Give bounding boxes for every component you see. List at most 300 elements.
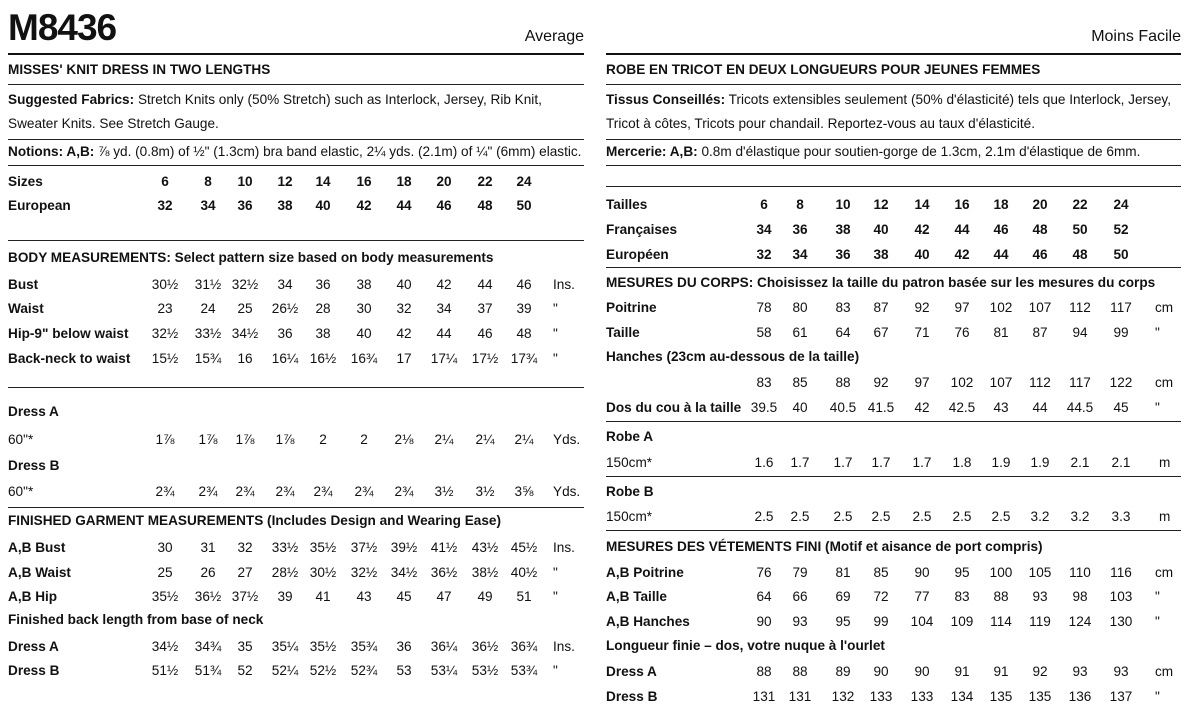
finished-row-value: 99 [873,614,889,629]
finished-row-unit: Ins. [553,540,575,555]
finished-row-value: 93 [792,614,808,629]
european-row-value: 42 [356,198,372,213]
finished-row-value: 90 [914,565,930,580]
finished-row-value: 109 [950,614,974,629]
finished-row-value: 45½ [510,540,538,555]
length-row-value: 36½ [471,639,499,654]
length-row-value: 51½ [151,663,179,678]
robe-a-yardage-value: 1.9 [1030,455,1050,470]
sizes-row-value: 24 [516,174,532,189]
divider [606,165,1181,166]
body-row-value: 112 [1069,300,1091,315]
finished-row-value: 83 [954,589,970,604]
body-row-value: 33½ [194,326,222,341]
length-row-value: 34½ [151,639,179,654]
finished-row-unit: " [1155,614,1160,629]
length-row-value: 89 [835,664,851,679]
length-row-value: 132 [831,689,855,704]
robe-b-label: Robe B [606,484,654,499]
robe-b-yardage-value: 2.5 [871,509,891,524]
size-row-value: 10 [835,197,851,212]
robe-a-yardage-value: 2.1 [1070,455,1090,470]
finished-row-value: 37½ [350,540,378,555]
sizes-row-value: 22 [477,174,493,189]
finished-row-value: 39 [277,589,293,604]
length-row-value: 35 [237,639,253,654]
divider [8,507,584,508]
back-length-heading: Longueur finie – dos, votre nuque à l'ourlet [606,638,885,653]
hip-row-value: 107 [989,375,1013,390]
size-row-value: 32 [756,247,772,262]
body-row-value: 48 [516,326,532,341]
body-row-value: 58 [756,325,772,340]
body-row-value: 40 [396,277,412,292]
length-row-value: 88 [756,664,772,679]
dress-a-yardage-value: 2⅛ [394,432,414,447]
length-row-value: 34¾ [194,639,222,654]
finished-row-value: 30½ [309,565,337,580]
sizes-row-value: 12 [277,174,293,189]
divider [8,84,584,85]
size-row-value: 40 [873,222,889,237]
body-row-value: 17 [396,351,412,366]
european-row-value: 40 [315,198,331,213]
finished-row-value: 38½ [471,565,499,580]
length-row-value: 133 [910,689,934,704]
body-row-value: 36 [277,326,293,341]
size-row-value: 16 [954,197,970,212]
hip-row-value: 88 [835,375,851,390]
length-row-value: 93 [1113,664,1129,679]
finished-row-value: 41½ [430,540,458,555]
robe-b-yardage-value: 2.5 [991,509,1011,524]
robe-a-yardage-value: 1.7 [912,455,932,470]
hip-heading: Hanches (23cm au-dessous de la taille) [606,349,860,364]
length-row-value: 52½ [309,663,337,678]
size-row-value: 12 [873,197,889,212]
robe-b-yardage-value: 2.5 [833,509,853,524]
body-row-value: 32½ [151,326,179,341]
body-row-value: 15¾ [194,351,222,366]
sizes-row-value: 8 [204,174,212,189]
body-row-unit: " [553,351,558,366]
finished-row-value: 43½ [471,540,499,555]
divider [8,53,584,55]
european-row-value: 36 [237,198,253,213]
dress-b-yardage-value: 3⅝ [514,484,534,499]
size-row-value: 38 [873,247,889,262]
length-row-value: 36¼ [430,639,458,654]
length-row-label: Dress A [606,664,657,679]
body-row-label: Bust [8,277,39,292]
robe-b-yardage-value: 3.2 [1030,509,1050,524]
body-row-value: 80 [792,300,808,315]
size-row-value: 6 [760,197,768,212]
finished-row-unit: " [1155,589,1160,604]
finished-row-value: 49 [477,589,493,604]
body-row-value: 42 [436,277,452,292]
body-row-value: 23 [157,301,173,316]
european-row-value: 38 [277,198,293,213]
length-row-value: 51¾ [194,663,222,678]
finished-row-value: 35½ [151,589,179,604]
length-row-value: 36 [396,639,412,654]
robe-a-yardage-value: 2.1 [1111,455,1131,470]
sizes-row-value: 14 [315,174,331,189]
body-row-value: 17½ [471,351,499,366]
back-row-value: 39.5 [750,400,778,415]
body-row-value: 78 [756,300,772,315]
suggested-fabrics [606,88,1176,136]
finished-row-value: 43 [356,589,372,604]
finished-row-label: A,B Hip [8,589,58,604]
notions-label: Mercerie: A,B: [606,144,698,159]
finished-row-label: A,B Taille [606,589,667,604]
size-row-value: 48 [1032,222,1048,237]
length-row-value: 53½ [471,663,499,678]
finished-row-value: 26 [200,565,216,580]
length-row-value: 53¼ [430,663,458,678]
divider [606,421,1181,422]
body-row-value: 17¾ [510,351,538,366]
length-row-label: Dress A [8,639,59,654]
dress-b-yardage-value: 2¾ [354,484,374,499]
size-row-label: Européen [606,247,669,262]
divider [8,240,584,241]
robe-a-yardage-value: 1.9 [991,455,1011,470]
body-row-unit: cm [1155,300,1174,315]
european-row-value: 50 [516,198,532,213]
robe-b-yardage-value: 2.5 [952,509,972,524]
size-row-value: 20 [1032,197,1048,212]
finished-row-label: A,B Bust [8,540,66,555]
finished-row-value: 47 [436,589,452,604]
length-row-value: 136 [1068,689,1092,704]
divider [606,84,1181,85]
hip-row-value: 85 [792,375,808,390]
body-measurements-heading: MESURES DU CORPS: Choisissez la taille du patron basée sur les mesures du corps [606,275,1156,290]
length-row-value: 35½ [309,639,337,654]
finished-row-value: 72 [873,589,889,604]
sizes-row-value: 16 [356,174,372,189]
section-title: ROBE EN TRICOT EN DEUX LONGUEURS POUR JEUNES FEMMES [606,62,1041,77]
body-row-value: 32½ [231,277,259,292]
body-row-value: 87 [1032,325,1048,340]
body-row-value: 107 [1028,300,1052,315]
hip-row-value: 92 [873,375,889,390]
notions [8,143,581,161]
dress-b-yardage-value: 3½ [475,484,495,499]
body-row-unit: Ins. [553,277,575,292]
body-row-value: 16¾ [350,351,378,366]
dress-b-label: Dress B [8,458,60,473]
body-row-value: 30½ [151,277,179,292]
divider [606,530,1181,531]
sizes-row-value: 18 [396,174,412,189]
difficulty-level: Moins Facile [1091,28,1181,45]
back-row-unit: " [1155,400,1160,415]
sizes-row-value: 20 [436,174,452,189]
length-row-unit: Ins. [553,639,575,654]
divider [606,267,1181,268]
length-row-value: 52 [237,663,253,678]
size-row-value: 18 [993,197,1009,212]
hip-row-value: 112 [1029,375,1051,390]
dress-a-yardage-value: 2 [360,432,368,447]
body-row-unit: " [553,326,558,341]
finished-row-value: 66 [792,589,808,604]
robe-a-yardage-value: 1.7 [871,455,891,470]
finished-row-value: 40½ [510,565,538,580]
body-row-value: 67 [873,325,889,340]
body-row-value: 46 [477,326,493,341]
size-row-value: 48 [1072,247,1088,262]
robe-b-yardage-value: 3.2 [1070,509,1090,524]
finished-row-value: 103 [1109,589,1133,604]
length-row-value: 93 [1072,664,1088,679]
size-row-value: 46 [1032,247,1048,262]
body-row-value: 46 [516,277,532,292]
size-row-value: 44 [993,247,1009,262]
length-row-value: 92 [1032,664,1048,679]
length-row-value: 36¾ [510,639,538,654]
back-row-value: 40.5 [829,400,857,415]
body-row-value: 71 [914,325,930,340]
length-row-value: 134 [950,689,974,704]
size-row-value: 44 [954,222,970,237]
body-row-value: 39 [516,301,532,316]
dress-b-yardage-value: 2¾ [155,484,175,499]
finished-row-value: 30 [157,540,173,555]
notions-text: ⅞ yd. (0.8m) of ½" (1.3cm) bra band elastic, 2¼ yds. (2.1m) of ¼" (6mm) elastic. [98,144,582,159]
dress-a-yardage-value: 1⅞ [155,432,175,447]
suggested-fabrics [8,88,578,136]
divider [606,476,1181,477]
finished-measurements-heading: FINISHED GARMENT MEASUREMENTS (Includes Design and Wearing Ease) [8,513,501,528]
body-row-value: 97 [954,300,970,315]
length-row-label: Dress B [606,689,658,704]
finished-row-label: A,B Hanches [606,614,690,629]
body-row-value: 83 [835,300,851,315]
european-row-value: 32 [157,198,173,213]
size-row-value: 34 [756,222,772,237]
robe-a-yardage-value: 1.8 [952,455,972,470]
body-row-value: 102 [989,300,1013,315]
divider [8,165,584,166]
length-row-value: 91 [954,664,970,679]
dress-b-yardage-value: 2¾ [394,484,414,499]
finished-row-value: 69 [835,589,851,604]
back-row-value: 42.5 [948,400,976,415]
european-row-value: 44 [396,198,412,213]
notions [606,143,1140,161]
body-row-value: 117 [1110,300,1132,315]
back-row-value: 45 [1113,400,1129,415]
finished-row-value: 79 [792,565,808,580]
robe-a-label: Robe A [606,429,654,444]
fabrics-label: Tissus Conseillés: [606,92,726,107]
finished-row-value: 95 [835,614,851,629]
finished-row-value: 77 [914,589,930,604]
finished-row-value: 85 [873,565,889,580]
length-row-label: Dress B [8,663,60,678]
body-row-label: Hip-9" below waist [8,326,129,341]
body-row-value: 64 [835,325,851,340]
body-row-value: 44 [477,277,493,292]
length-row-value: 35¼ [271,639,299,654]
finished-row-value: 124 [1068,614,1092,629]
body-row-value: 92 [914,300,930,315]
dress-b-yardage-value: 2¾ [275,484,295,499]
sizes-row-value: 10 [237,174,253,189]
finished-row-value: 114 [990,614,1012,629]
body-row-value: 99 [1113,325,1129,340]
body-row-value: 34 [277,277,293,292]
body-row-value: 87 [873,300,889,315]
european-row-value: 48 [477,198,493,213]
back-row-value: 44.5 [1066,400,1094,415]
body-row-value: 32 [396,301,412,316]
finished-row-value: 64 [756,589,772,604]
length-row-value: 90 [914,664,930,679]
dress-a-yardage-value: 1⅞ [275,432,295,447]
body-row-value: 38 [356,277,372,292]
finished-row-value: 37½ [231,589,259,604]
dress-a-yardage-value: 2¼ [475,432,495,447]
size-row-value: 50 [1072,222,1088,237]
dress-a-yardage-value: 2¼ [514,432,534,447]
dress-a-yardage-value: 2¼ [434,432,454,447]
hip-row-value: 97 [914,375,930,390]
length-row-value: 88 [792,664,808,679]
body-row-value: 26½ [271,301,299,316]
body-row-label: Poitrine [606,300,657,315]
size-row-value: 34 [792,247,808,262]
length-row-value: 135 [989,689,1013,704]
finished-row-label: A,B Poitrine [606,565,684,580]
finished-row-value: 32 [237,540,253,555]
body-row-value: 16½ [309,351,337,366]
body-row-value: 31½ [194,277,222,292]
size-row-value: 46 [993,222,1009,237]
robe-b-yardage-unit: m [1159,509,1171,524]
finished-row-value: 100 [989,565,1013,580]
dress-b-yardage-label: 60"* [8,484,34,499]
size-row-value: 24 [1113,197,1129,212]
length-row-value: 52¾ [350,663,378,678]
body-row-unit: " [1155,325,1160,340]
finished-row-value: 36½ [194,589,222,604]
dress-a-yardage-value: 1⅞ [235,432,255,447]
size-row-value: 22 [1072,197,1088,212]
size-row-value: 36 [835,247,851,262]
section-title: MISSES' KNIT DRESS IN TWO LENGTHS [8,62,271,77]
back-row-value: 43 [993,400,1009,415]
size-row-label: Tailles [606,197,648,212]
body-row-value: 15½ [151,351,179,366]
size-row-label: Françaises [606,222,678,237]
notions-label: Notions: A,B: [8,144,95,159]
finished-row-value: 95 [954,565,970,580]
finished-row-value: 130 [1109,614,1133,629]
fabrics-label: Suggested Fabrics: [8,92,135,107]
body-row-value: 61 [792,325,808,340]
robe-b-yardage-value: 2.5 [754,509,774,524]
length-row-unit: " [553,663,558,678]
sizes-row-value: 6 [161,174,169,189]
body-row-value: 16¼ [271,351,299,366]
finished-row-value: 76 [756,565,772,580]
body-row-value: 24 [200,301,216,316]
finished-row-value: 39½ [390,540,418,555]
body-row-label: Taille [606,325,640,340]
finished-row-value: 104 [910,614,934,629]
dress-b-yardage-unit: Yds. [553,484,581,499]
body-row-unit: " [553,301,558,316]
body-row-value: 44 [436,326,452,341]
body-row-value: 25 [237,301,253,316]
robe-b-yardage-label: 150cm* [606,509,653,524]
finished-row-label: A,B Waist [8,565,71,580]
finished-row-value: 41 [315,589,331,604]
fabrics-text: Tricots extensibles seulement (50% d'élasticité) tels que Interlock, Jersey, Tricot à côtes, Tricots pour chandail. Reportez-vous au taux d'élasticité. [606,92,1171,131]
divider [606,53,1181,55]
hip-row-unit: cm [1155,375,1174,390]
finished-row-value: 93 [1032,589,1048,604]
hip-row-value: 102 [950,375,974,390]
dress-b-yardage-value: 2¾ [198,484,218,499]
finished-row-value: 45 [396,589,412,604]
robe-a-yardage-value: 1.6 [754,455,774,470]
finished-row-value: 35½ [309,540,337,555]
finished-row-value: 90 [756,614,772,629]
length-row-value: 53¾ [510,663,538,678]
length-row-value: 133 [869,689,893,704]
body-row-value: 40 [356,326,372,341]
divider [606,139,1181,140]
body-row-value: 94 [1072,325,1088,340]
back-row-value: 42 [914,400,930,415]
size-row-value: 8 [796,197,804,212]
european-row-value: 34 [200,198,216,213]
finished-row-unit: cm [1155,565,1174,580]
back-row-value: 40 [792,400,808,415]
size-row-value: 40 [914,247,930,262]
body-row-value: 30 [356,301,372,316]
length-row-value: 135 [1028,689,1052,704]
body-row-value: 37 [477,301,493,316]
difficulty-level: Average [524,28,584,45]
dress-b-yardage-value: 2¾ [313,484,333,499]
finished-row-unit: " [553,565,558,580]
finished-row-unit: " [553,589,558,604]
finished-row-value: 31 [200,540,216,555]
divider [8,387,584,388]
back-length-heading: Finished back length from base of neck [8,612,264,627]
finished-row-value: 110 [1069,565,1091,580]
size-row-value: 38 [835,222,851,237]
body-row-label: Back-neck to waist [8,351,131,366]
length-row-value: 137 [1109,689,1133,704]
notions-text: 0.8m d'élastique pour soutien-gorge de 1.3cm, 2.1m d'élastique de 6mm. [701,144,1141,159]
hip-row-value: 83 [756,375,772,390]
finished-row-value: 116 [1110,565,1132,580]
finished-row-value: 98 [1072,589,1088,604]
body-row-value: 34½ [231,326,259,341]
size-row-value: 42 [954,247,970,262]
body-row-label: Waist [8,301,44,316]
divider [606,186,1181,187]
